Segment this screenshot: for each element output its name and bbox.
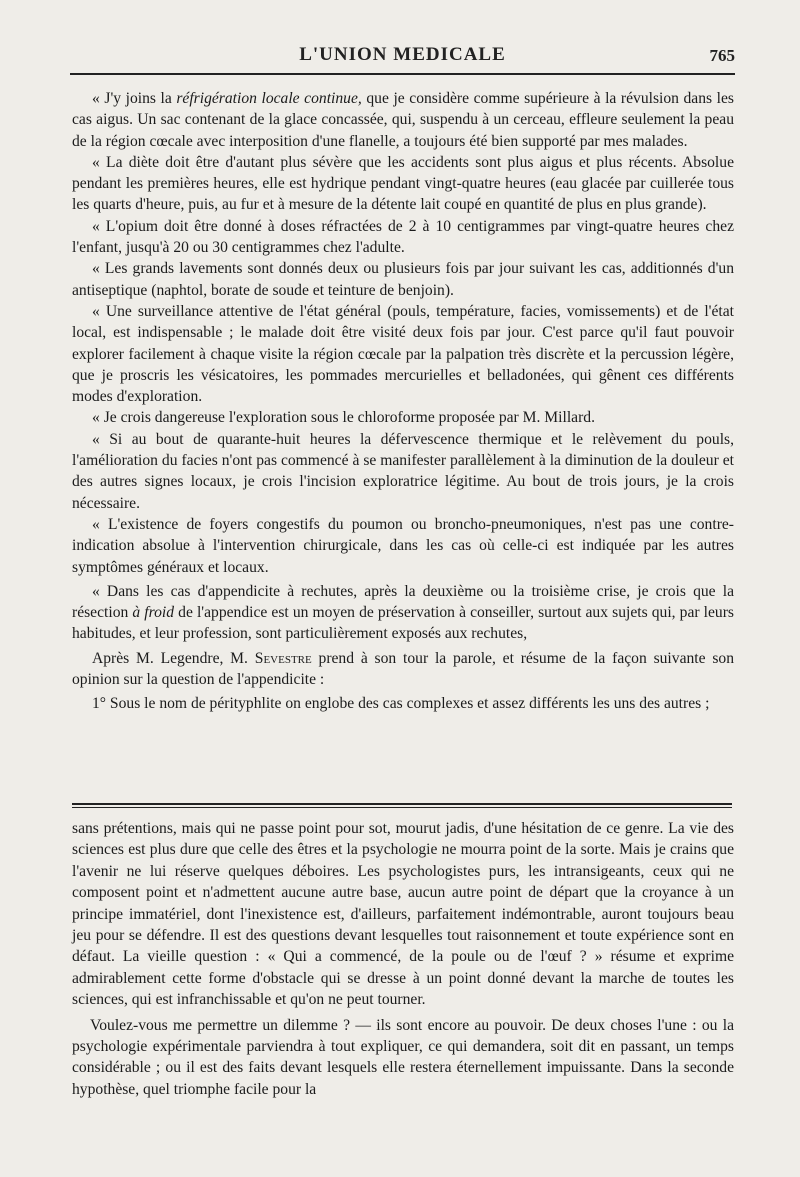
text-run: « J'y joins la	[92, 90, 177, 107]
footnote-separator	[72, 803, 732, 808]
paragraph	[72, 648, 734, 691]
italic-phrase: réfrigération locale continue,	[176, 90, 362, 107]
paragraph: « Une surveillance attentive de l'état général (pouls, température, facies, vomissements) et de l'état local, est indispensable ; le malade doit être visité deux fois par jour. C'est parce qu'il faut pouvoir explorer facilement à chaque visite la région cœcale par la palpation très discrète et la percussion légère, que je proscris les vésicatoires, les pommades mercurielles et belladonées, qui gênent ces différents modes d'exploration.	[72, 302, 734, 406]
paragraph: Voulez-vous me permettre un dilemme ? — ils sont encore au pouvoir. De deux choses l'une : ou la psychologie expérimentale parviendra à tout expliquer, ce qui demandera, soit dit en passant, un temps considérable ; ou il est des faits devant lesquels elle restera éternellement impuissante. Dans la seconde hypothèse, quel triomphe facile pour la	[72, 1016, 734, 1098]
paragraph: « L'opium doit être donné à doses réfractées de 2 à 10 centigrammes par vingt-quatre heures chez l'enfant, jusqu'à 20 ou 30 centigrammes chez l'adulte.	[72, 217, 734, 257]
feuilleton-text	[72, 818, 734, 1100]
header-rule	[70, 73, 735, 75]
paragraph: 1° Sous le nom de pérityphlite on englobe des cas complexes et assez différents les uns des autres ;	[92, 695, 710, 713]
paragraph: « Si au bout de quarante-huit heures la défervescence thermique et le relèvement du pouls, l'amélioration du facies n'ont pas commencé à se manifester parallèlement à la diminution de la douleur et des autres signes locaux, je crois l'incision exploratrice légitime. Au bout de trois jours, je la crois nécessaire.	[72, 430, 734, 512]
paragraph	[72, 88, 734, 152]
paragraph	[72, 581, 734, 645]
text-run: « Dans les cas d'appendicite à rechutes, après la deuxième ou la troisième crise, je crois que la résection	[72, 582, 734, 622]
paragraph: « La diète doit être d'autant plus sévère que les accidents sont plus aigus et plus récents. Absolue pendant les premières heures, elle est hydrique pendant vingt-quatre heures (eau glacée par cuillerée tous les quarts d'heure, puis, au fur et à mesure de la détente lait coupé en quantité de plus en plus grande).	[72, 153, 734, 214]
separator-rule	[72, 807, 732, 808]
running-header	[70, 44, 735, 74]
paragraph: « L'existence de foyers congestifs du poumon ou broncho-pneumoniques, n'est pas une contre-indication absolue à l'intervention chirurgicale, dans les cas où celle-ci est indiquée par les autres symptômes généraux et locaux.	[72, 515, 734, 576]
text-run: Après M. Legendre, M.	[92, 649, 255, 667]
paragraph: « Les grands lavements sont donnés deux ou plusieurs fois par jour suivant les cas, additionnés d'un antiseptique (naphtol, borate de soude et teinture de benjoin).	[72, 260, 734, 299]
speaker-name: Sevestre	[254, 649, 312, 667]
italic-phrase: à froid	[132, 604, 175, 622]
text-run: que je considère comme supérieure à la révulsion dans les cas aigus. Un sac contenant de la glace concassée, qui, suspendu à un cerceau, effleure seulement la peau de la région cœcale avec interposition d'une flanelle, a toujours été bien supporté par mes malades.	[72, 90, 734, 150]
separator-rule	[72, 803, 732, 805]
paragraph: sans prétentions, mais qui ne passe point pour sot, mourut jadis, d'une hésitation de ce genre. La vie des sciences est plus dure que celle des êtres et la psychologie ne mourra point de la sorte. Mais je crains que l'avenir ne lui réserve quelques déboires. Les psychologistes purs, les intransigeants, ceux qui ne composent point et n'admettent aucune autre base, aucun autre point de départ que la croyance à un principe immatériel, dont l'inexistence est, d'ailleurs, parfaitement indémontrable, auront toujours beau jeu pour se défendre. Il est des questions devant lesquelles tout raisonnement et toute expérience sont en défaut. La vieille question : « Qui a commencé, de la poule ou de l'œuf ? » résume et exprime admirablement cette forme d'obstacle qui se dresse à un point donné devant la marche de toutes les sciences, qui est infranchissable et qu'on ne peut tourner.	[72, 820, 734, 1009]
paragraph: « Je crois dangereuse l'exploration sous le chloroforme proposée par M. Millard.	[92, 409, 595, 427]
text-run: prend à son tour la parole, et résume de la façon suivante son opinion sur la question de l'appendicite :	[72, 649, 735, 689]
journal-title: L'UNION MEDICALE	[299, 44, 506, 65]
text-run: de l'appendice est un moyen de préservation à conseiller, surtout aux sujets qui, par leurs habitudes, et leur profession, sont particulièrement exposés aux rechutes,	[72, 604, 734, 643]
page-number: 765	[709, 46, 735, 65]
main-text	[72, 88, 734, 715]
